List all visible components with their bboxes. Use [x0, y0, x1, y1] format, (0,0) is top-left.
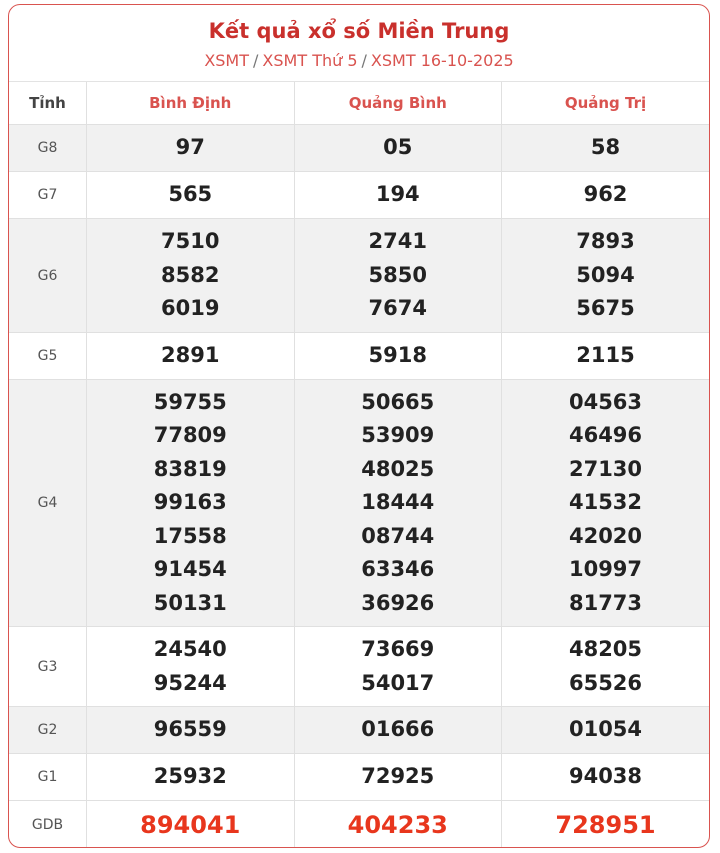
prize-cell — [502, 125, 710, 172]
prize-number: 53909 — [361, 423, 435, 448]
breadcrumb-link-weekday[interactable]: XSMT Thứ 5 — [262, 51, 358, 70]
results-table — [9, 82, 709, 848]
prize-number: 77809 — [153, 423, 227, 448]
prize-cell — [502, 219, 710, 333]
prize-number: 5675 — [576, 296, 635, 321]
prize-cell — [294, 707, 502, 754]
prize-number: 962 — [583, 182, 628, 207]
prize-row-g3 — [9, 627, 709, 707]
prize-row-g1 — [9, 754, 709, 801]
prize-number: 54017 — [361, 670, 435, 695]
prize-label: G8 — [9, 125, 87, 172]
prize-label: G3 — [9, 627, 87, 707]
breadcrumb-link-xsmt[interactable]: XSMT — [204, 51, 250, 70]
results-body — [9, 125, 709, 849]
prize-label: GDB — [9, 801, 87, 849]
table-header-row — [9, 82, 709, 125]
prize-number: 36926 — [361, 590, 435, 615]
prize-number: 50665 — [361, 389, 435, 414]
special-prize-number: 404233 — [347, 811, 448, 839]
column-header-quang-binh[interactable]: Quảng Bình — [294, 82, 502, 125]
prize-label: G4 — [9, 380, 87, 627]
prize-number: 41532 — [568, 490, 643, 515]
prize-label: G7 — [9, 172, 87, 219]
prize-number: 17558 — [153, 523, 227, 548]
breadcrumb — [9, 51, 709, 70]
prize-cell — [87, 125, 295, 172]
prize-number: 91454 — [153, 557, 227, 582]
prize-number: 94038 — [568, 764, 643, 789]
prize-row-g8 — [9, 125, 709, 172]
prize-cell — [87, 333, 295, 380]
prize-row-g4 — [9, 380, 709, 627]
prize-cell — [87, 707, 295, 754]
column-header-binh-dinh[interactable]: Bình Định — [87, 82, 295, 125]
prize-number: 05 — [383, 135, 413, 160]
prize-number: 7893 — [576, 229, 635, 254]
prize-cell — [502, 627, 710, 707]
prize-number: 97 — [175, 135, 205, 160]
prize-number: 01054 — [568, 717, 643, 742]
special-prize-number: 894041 — [140, 811, 241, 839]
prize-number: 65526 — [568, 670, 643, 695]
prize-cell — [87, 219, 295, 333]
breadcrumb-separator: / — [253, 51, 259, 70]
prize-number: 83819 — [153, 456, 227, 481]
prize-number: 08744 — [361, 523, 435, 548]
prize-number: 81773 — [568, 590, 643, 615]
prize-cell — [87, 801, 295, 849]
prize-number: 18444 — [361, 490, 435, 515]
prize-number: 7510 — [161, 229, 220, 254]
prize-number: 59755 — [153, 389, 227, 414]
prize-row-g5 — [9, 333, 709, 380]
prize-number: 48205 — [568, 637, 643, 661]
prize-number: 10997 — [568, 557, 643, 582]
prize-cell — [87, 754, 295, 801]
special-prize-number: 728951 — [555, 811, 656, 839]
results-card — [8, 4, 710, 848]
prize-number: 63346 — [361, 557, 435, 582]
prize-number: 2891 — [161, 343, 220, 368]
prize-cell — [294, 754, 502, 801]
prize-number: 5850 — [368, 262, 427, 287]
prize-label: G1 — [9, 754, 87, 801]
column-header-quang-tri[interactable]: Quảng Trị — [502, 82, 710, 125]
prize-number: 72925 — [361, 764, 435, 789]
breadcrumb-separator: / — [361, 51, 367, 70]
prize-number: 50131 — [153, 590, 227, 615]
prize-cell — [294, 172, 502, 219]
prize-cell — [294, 333, 502, 380]
prize-number: 96559 — [153, 717, 227, 742]
prize-cell — [502, 754, 710, 801]
prize-number: 99163 — [153, 490, 227, 515]
prize-cell — [87, 627, 295, 707]
prize-cell — [502, 172, 710, 219]
prize-number: 2115 — [576, 343, 635, 368]
prize-label: G5 — [9, 333, 87, 380]
prize-number: 2741 — [368, 229, 427, 254]
prize-number: 6019 — [161, 296, 220, 321]
prize-row-g7 — [9, 172, 709, 219]
page-title: Kết quả xổ số Miền Trung — [208, 19, 510, 43]
prize-row-g6 — [9, 219, 709, 333]
prize-number: 48025 — [361, 456, 435, 481]
prize-number: 73669 — [361, 637, 435, 661]
prize-cell — [502, 801, 710, 849]
prize-number: 42020 — [568, 523, 643, 548]
prize-cell — [502, 333, 710, 380]
prize-number: 194 — [375, 182, 420, 207]
prize-cell — [294, 627, 502, 707]
prize-number: 04563 — [568, 389, 643, 414]
prize-number: 58 — [590, 135, 621, 160]
prize-cell — [502, 380, 710, 627]
prize-cell — [502, 707, 710, 754]
prize-row-g2 — [9, 707, 709, 754]
prize-cell — [294, 380, 502, 627]
prize-row-gdb — [9, 801, 709, 849]
prize-label: G2 — [9, 707, 87, 754]
prize-cell — [294, 801, 502, 849]
prize-number: 95244 — [153, 670, 227, 695]
breadcrumb-link-date[interactable]: XSMT 16-10-2025 — [370, 51, 514, 70]
prize-number: 5094 — [576, 262, 635, 287]
prize-number: 01666 — [361, 717, 435, 742]
prize-number: 8582 — [161, 262, 220, 287]
prize-cell — [294, 219, 502, 333]
prize-number: 25932 — [153, 764, 227, 789]
prize-cell — [87, 172, 295, 219]
prize-number: 565 — [168, 182, 213, 207]
prize-cell — [294, 125, 502, 172]
prize-number: 27130 — [568, 456, 643, 481]
results-header — [9, 5, 709, 82]
prize-number: 5918 — [368, 343, 427, 368]
prize-number: 7674 — [368, 296, 427, 321]
prize-label: G6 — [9, 219, 87, 333]
prize-number: 46496 — [568, 423, 643, 448]
prize-cell — [87, 380, 295, 627]
prize-number: 24540 — [153, 637, 227, 661]
column-header-province: Tỉnh — [9, 82, 87, 125]
